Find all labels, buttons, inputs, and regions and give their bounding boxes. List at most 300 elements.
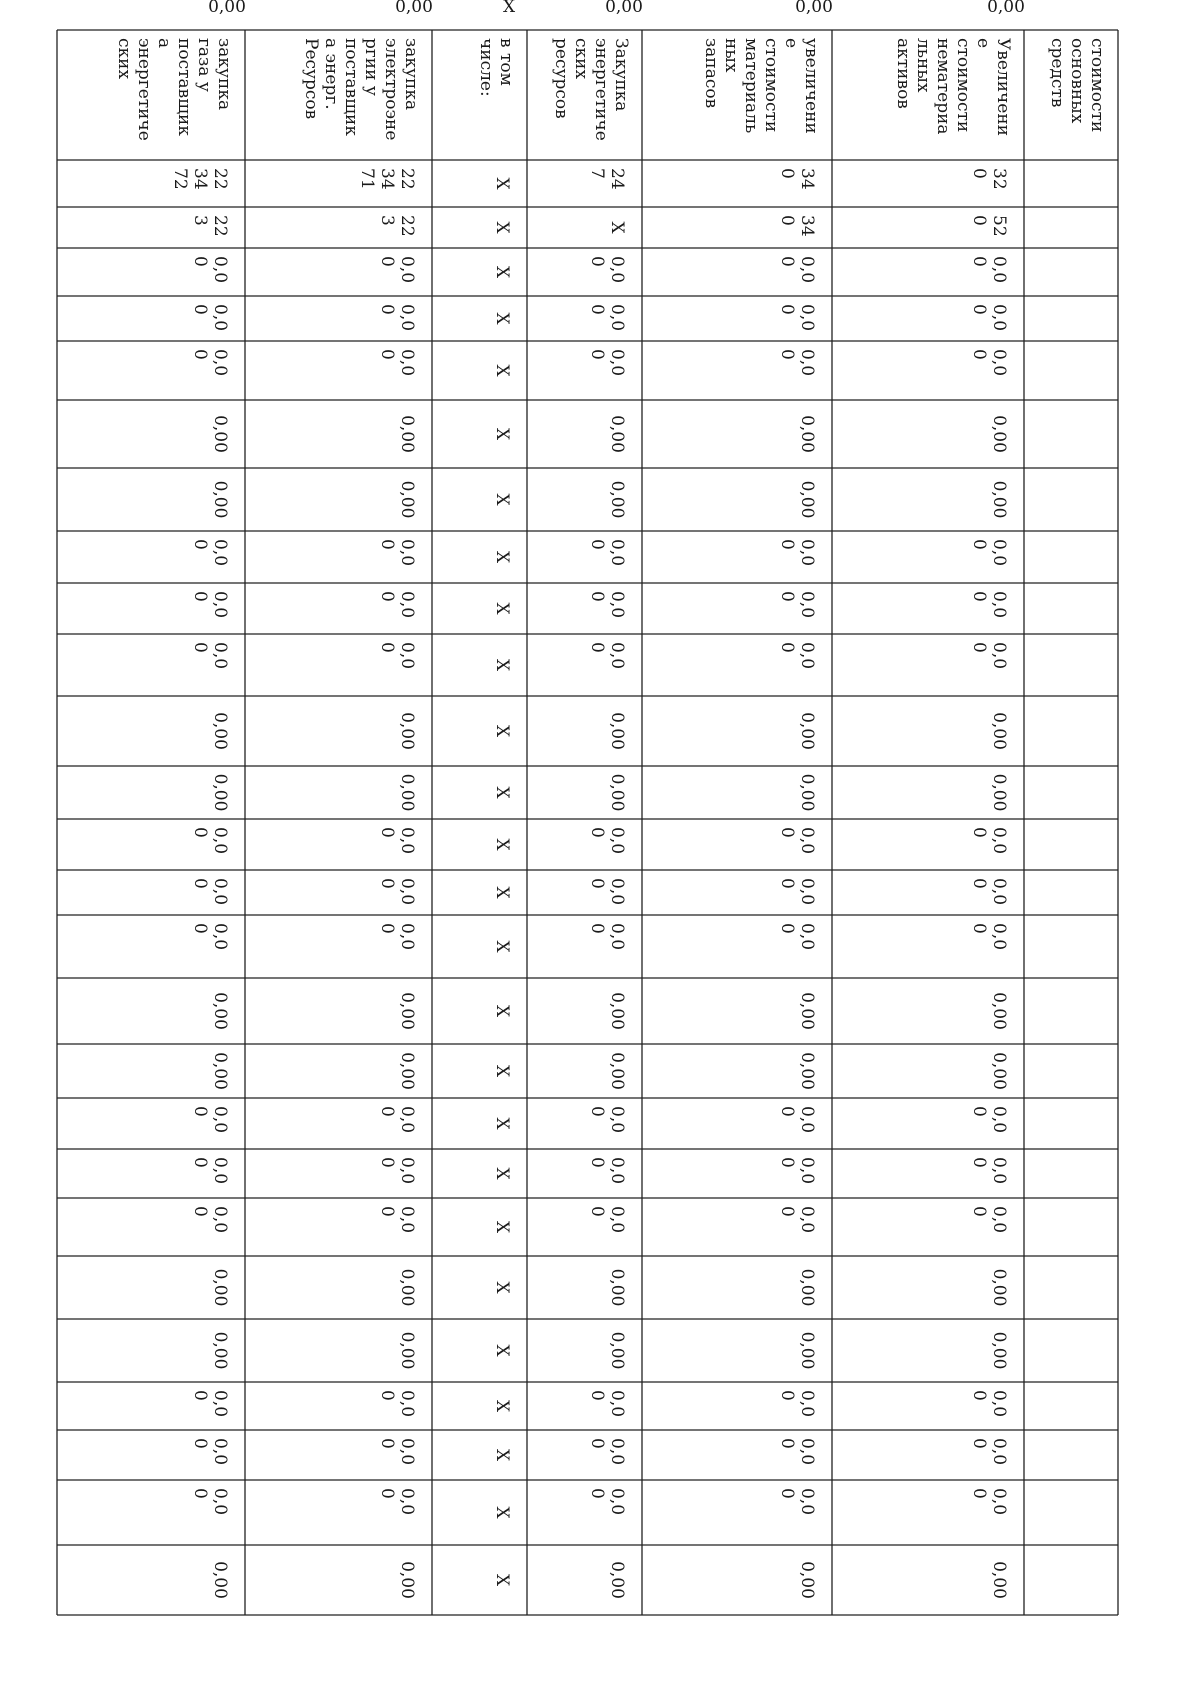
table-cell <box>797 415 817 453</box>
table-cell <box>492 1117 512 1130</box>
table-cell <box>397 481 417 519</box>
cell-value: 0 <box>377 1157 397 1168</box>
table-cell <box>210 1052 230 1090</box>
table-cell <box>377 923 417 950</box>
cell-value: 0,00 <box>797 992 817 1030</box>
cell-value: X <box>492 364 512 377</box>
table-cell <box>969 539 1009 566</box>
cell-value: 0 <box>587 591 607 602</box>
cell-value: 0 <box>969 168 989 179</box>
row-header-line: Ресурсов <box>301 38 321 120</box>
cell-value: 3 <box>377 215 397 226</box>
row-header-line: электроэне <box>381 38 401 141</box>
table-cell <box>969 1488 1009 1515</box>
table-cell <box>607 712 627 750</box>
table-cell <box>377 827 417 854</box>
table-cell <box>797 712 817 750</box>
table-cell <box>190 539 230 566</box>
cell-value: X <box>492 940 512 953</box>
cell-value: 0,00 <box>210 773 230 812</box>
cell-value: 0 <box>777 642 797 653</box>
table-cell <box>492 659 512 672</box>
cell-value: 0,0 <box>989 1206 1009 1234</box>
row-header-line: запасов <box>701 38 721 109</box>
cell-value: X <box>492 1399 512 1413</box>
cell-value: 0,0 <box>989 1106 1009 1134</box>
cell-value: 0,0 <box>797 304 817 332</box>
cell-value: 0,0 <box>210 923 230 951</box>
cell-value: 0,00 <box>989 1561 1009 1599</box>
cell-value: 0 <box>969 1206 989 1217</box>
cell-value: 0 <box>377 349 397 360</box>
cell-value: 0 <box>969 256 989 267</box>
cell-value: 0,0 <box>607 1206 627 1234</box>
cell-value: 0 <box>190 1438 210 1449</box>
row-header-line: числе: <box>476 38 496 97</box>
table-cell <box>377 1390 417 1417</box>
table-cell <box>797 1561 817 1599</box>
cell-value: 0,0 <box>397 827 417 855</box>
row-header-r2 <box>701 38 821 134</box>
cell-value: X <box>492 724 512 738</box>
cell-value: 0,00 <box>607 415 627 453</box>
table-cell <box>377 1157 417 1184</box>
cell-value: 0 <box>190 1488 210 1499</box>
cell-value: 0,00 <box>607 1561 627 1599</box>
cell-value: 0 <box>969 304 989 315</box>
cell-value: 0 <box>969 349 989 360</box>
table-cell <box>190 1390 230 1417</box>
cell-value: 0,0 <box>607 256 627 284</box>
cell-value: 0,0 <box>210 304 230 332</box>
table-cell <box>989 1269 1009 1307</box>
cell-value: 0 <box>969 1438 989 1449</box>
row-header-line: поставщик <box>174 38 194 136</box>
table-cell <box>989 992 1009 1030</box>
cell-value: 0,00 <box>210 712 230 750</box>
cell-value: 0 <box>377 1106 397 1117</box>
table-cell <box>969 591 1009 618</box>
table-cell <box>587 1206 627 1233</box>
table-cell <box>492 886 512 899</box>
cell-value: 22 <box>210 215 230 237</box>
table-cell <box>492 940 512 953</box>
cell-value: X <box>492 493 512 506</box>
table-cell <box>777 878 817 905</box>
table-cell <box>607 1052 627 1090</box>
table-cell <box>492 725 512 738</box>
row-header-line: ресурсов <box>551 38 571 119</box>
cell-value: X <box>492 602 512 615</box>
table-cell <box>969 1390 1009 1417</box>
cell-value: 0 <box>190 1390 210 1401</box>
table-cell <box>969 349 1009 376</box>
table-cell <box>777 539 817 566</box>
cell-value: 0,00 <box>797 480 817 519</box>
table-cell <box>777 349 817 376</box>
cell-value: 0,0 <box>607 1157 627 1185</box>
table-cell <box>797 481 817 519</box>
cell-value: 0 <box>190 1106 210 1117</box>
table-cell <box>190 256 230 283</box>
cell-value: 0,00 <box>397 1561 417 1599</box>
row-header-line: е <box>973 38 993 49</box>
cell-value: 0,0 <box>989 642 1009 670</box>
table-cell <box>969 256 1009 283</box>
table-cell <box>969 827 1009 854</box>
cell-value: 34 <box>797 215 817 237</box>
table-cell <box>607 221 627 234</box>
cell-value: 0,00 <box>397 992 417 1030</box>
cell-value: 0 <box>777 827 797 838</box>
cell-value: 0 <box>190 539 210 550</box>
table-cell <box>969 304 1009 331</box>
cell-value: 0,0 <box>607 878 627 906</box>
cell-value: 0 <box>587 1390 607 1401</box>
cell-value: 0 <box>587 304 607 315</box>
cell-value: 0,0 <box>397 1438 417 1466</box>
cell-value: 0,00 <box>607 773 627 812</box>
table-cell <box>492 428 512 441</box>
cell-value: 0,00 <box>397 1052 417 1090</box>
table-cell <box>377 349 417 376</box>
cell-value: 0 <box>190 923 210 934</box>
table-cell <box>190 878 230 905</box>
table-cell <box>492 266 512 279</box>
cell-value: 0,00 <box>989 480 1009 519</box>
cell-value: 0,0 <box>397 1488 417 1516</box>
table-cell <box>210 1332 230 1370</box>
cell-value: X <box>492 177 512 190</box>
cell-value: 0,0 <box>989 256 1009 284</box>
cell-value: 0 <box>969 827 989 838</box>
cell-value: 22 <box>210 168 230 190</box>
table-cell <box>987 0 1025 17</box>
table-cell <box>587 304 627 331</box>
cell-value: X <box>492 1344 512 1357</box>
cell-value: 0,00 <box>395 0 433 17</box>
table-cell <box>587 1157 627 1184</box>
cell-value: 0 <box>377 304 397 315</box>
cell-value: 0 <box>377 1438 397 1449</box>
table-cell <box>989 1332 1009 1370</box>
cell-value: 0,0 <box>797 1106 817 1134</box>
table-cell <box>492 602 512 615</box>
cell-value: 0,0 <box>210 1390 230 1418</box>
cell-value: X <box>492 1281 512 1294</box>
cell-value: 0 <box>377 591 397 602</box>
row-header-line: закупка <box>214 38 234 111</box>
table-cell <box>797 1052 817 1090</box>
row-header-line: а энерг. <box>321 38 341 110</box>
cell-value: 0,0 <box>397 304 417 332</box>
table-cell <box>797 774 817 812</box>
table-cell <box>190 591 230 618</box>
table-cell <box>607 1332 627 1370</box>
table-cell <box>210 992 230 1030</box>
cell-value: 72 <box>170 168 190 190</box>
table-cell <box>989 481 1009 519</box>
table-cell <box>989 1052 1009 1090</box>
cell-value: 0,00 <box>989 415 1009 453</box>
row-header-r3 <box>551 38 631 141</box>
table-cell <box>969 1157 1009 1184</box>
table-cell <box>190 1157 230 1184</box>
table-cell <box>377 256 417 283</box>
table-cell <box>395 0 433 17</box>
table-cell <box>587 591 627 618</box>
cell-value: 0,0 <box>989 349 1009 377</box>
table-cell <box>397 1269 417 1307</box>
table-cell <box>607 774 627 812</box>
cell-value: 0,0 <box>210 256 230 284</box>
table-cell <box>989 712 1009 750</box>
cell-value: 0,0 <box>989 539 1009 567</box>
cell-value: 0 <box>969 539 989 550</box>
cell-value: 0 <box>969 1488 989 1499</box>
cell-value: 0,0 <box>210 642 230 670</box>
table-cell <box>587 539 627 566</box>
cell-value: 0 <box>969 1157 989 1168</box>
row-header-line: ских <box>571 38 591 80</box>
cell-value: X <box>492 221 512 234</box>
table-cell <box>969 642 1009 669</box>
table-cell <box>190 1438 230 1465</box>
row-header-line: стоимости <box>953 38 973 133</box>
table-cell <box>377 304 417 331</box>
table-cell <box>777 1488 817 1515</box>
table-cell <box>607 481 627 519</box>
cell-value: X <box>492 1220 512 1234</box>
table-cell <box>587 256 627 283</box>
cell-value: 0 <box>777 1390 797 1401</box>
table-cell <box>492 1167 512 1180</box>
cell-value: X <box>492 786 512 799</box>
cell-value: 0 <box>969 878 989 889</box>
cell-value: 0,00 <box>797 712 817 750</box>
table-cell <box>492 312 512 325</box>
table-cell <box>969 1106 1009 1133</box>
cell-value: 52 <box>989 215 1009 237</box>
cell-value: 0,00 <box>210 1268 230 1307</box>
cell-value: X <box>492 1064 512 1078</box>
cell-value: 0,0 <box>210 1106 230 1134</box>
cell-value: 22 <box>397 215 417 237</box>
table-cell <box>587 827 627 854</box>
cell-value: X <box>492 1004 512 1018</box>
cell-value: 0,0 <box>397 923 417 951</box>
cell-value: 0,0 <box>797 256 817 284</box>
table-cell <box>777 591 817 618</box>
table-cell <box>492 364 512 377</box>
table-cell <box>587 1106 627 1133</box>
table-cell <box>777 923 817 950</box>
cell-value: 0,00 <box>989 1331 1009 1370</box>
cell-value: X <box>492 312 512 325</box>
cell-value: 0 <box>777 349 797 360</box>
cell-value: 0,0 <box>210 1157 230 1185</box>
table-cell <box>492 1344 512 1357</box>
cell-value: 0,00 <box>989 712 1009 750</box>
cell-value: 0 <box>190 1157 210 1168</box>
cell-value: 0,0 <box>397 1106 417 1134</box>
cell-value: 0 <box>777 1106 797 1117</box>
cell-value: 0,0 <box>397 642 417 670</box>
cell-value: 34 <box>797 168 817 190</box>
table-cell <box>587 642 627 669</box>
cell-value: 0 <box>377 1390 397 1401</box>
table-cell <box>492 1400 512 1413</box>
table-cell <box>777 1157 817 1184</box>
row-header-line: энергетиче <box>134 38 154 141</box>
table-cell <box>969 1206 1009 1233</box>
table-cell <box>377 539 417 566</box>
cell-value: 0,0 <box>797 1390 817 1418</box>
cell-value: 0,00 <box>605 0 643 17</box>
cell-value: 0,00 <box>210 1052 230 1090</box>
cell-value: 0 <box>190 304 210 315</box>
cell-value: 0 <box>190 1206 210 1217</box>
cell-value: 0,00 <box>797 773 817 812</box>
cell-value: 0 <box>777 1157 797 1168</box>
cell-value: 71 <box>357 168 377 190</box>
table-cell <box>170 168 230 190</box>
cell-value: 0 <box>587 1157 607 1168</box>
cell-value: 0,0 <box>797 1438 817 1466</box>
row-header-line: льных <box>913 38 933 93</box>
cell-value: 0,0 <box>607 591 627 619</box>
row-header-line: стоимости <box>1087 38 1107 133</box>
cell-value: 0,0 <box>797 1206 817 1234</box>
table-cell <box>777 304 817 331</box>
row-header-line: стоимости <box>761 38 781 133</box>
cell-value: 0,00 <box>397 1268 417 1307</box>
table-cell <box>492 838 512 851</box>
table-cell <box>397 1561 417 1599</box>
cell-value: 0 <box>969 642 989 653</box>
cell-value: 0,00 <box>210 415 230 453</box>
row-header-line: ных <box>721 38 741 73</box>
cell-value: 0 <box>587 878 607 889</box>
table-cell <box>607 1561 627 1599</box>
cell-value: 0,0 <box>210 878 230 906</box>
cell-value: 0 <box>587 642 607 653</box>
cell-value: 0,0 <box>607 539 627 567</box>
table-cell <box>777 1106 817 1133</box>
row-header-line: средств <box>1047 38 1067 108</box>
cell-value: 0,0 <box>397 256 417 284</box>
cell-value: X <box>492 1506 512 1519</box>
cell-value: 32 <box>989 168 1009 190</box>
table-cell <box>989 774 1009 812</box>
table-cell <box>397 774 417 812</box>
cell-value: 0,0 <box>797 827 817 855</box>
table-cell <box>587 349 627 376</box>
table-cell <box>492 1065 512 1078</box>
cell-value: 0,00 <box>797 1561 817 1599</box>
cell-value: 0,00 <box>989 992 1009 1030</box>
cell-value: 0,00 <box>795 0 833 17</box>
cell-value: 34 <box>190 168 210 190</box>
table-cell <box>492 493 512 506</box>
cell-value: 0,0 <box>989 923 1009 951</box>
row-header-line: а <box>154 38 174 49</box>
cell-value: 0,0 <box>607 349 627 377</box>
table-cell <box>397 1052 417 1090</box>
cell-value: 0 <box>777 539 797 550</box>
cell-value: 0 <box>587 827 607 838</box>
table-cell <box>492 1005 512 1018</box>
cell-value: X <box>492 265 512 279</box>
cell-value: 0 <box>377 923 397 934</box>
cell-value: 24 <box>607 168 627 190</box>
cell-value: X <box>492 838 512 851</box>
cell-value: 0 <box>587 256 607 267</box>
table-cell <box>190 642 230 669</box>
row-header-r1 <box>893 38 1013 136</box>
row-header-line: ских <box>114 38 134 80</box>
cell-value: 0,00 <box>210 1331 230 1370</box>
cell-value: 0 <box>377 1488 397 1499</box>
row-header-line: энергетиче <box>591 38 611 141</box>
cell-value: 0,00 <box>210 992 230 1030</box>
cell-value: 0 <box>190 256 210 267</box>
cell-value: X <box>492 1167 512 1180</box>
cell-value: 0 <box>190 591 210 602</box>
cell-value: 0,0 <box>989 1438 1009 1466</box>
cell-value: 0 <box>587 349 607 360</box>
row-header-line: материаль <box>741 38 761 134</box>
table-cell <box>492 786 512 799</box>
table-cell <box>492 1574 512 1587</box>
cell-value: 0 <box>587 1206 607 1217</box>
cell-value: 0 <box>587 1438 607 1449</box>
cell-value: 0,00 <box>987 0 1025 17</box>
table-cell <box>210 481 230 519</box>
cell-value: 0,0 <box>397 1390 417 1418</box>
table-cell <box>989 415 1009 453</box>
table-cell <box>190 923 230 950</box>
table-cell <box>377 1488 417 1515</box>
cell-value: X <box>492 1117 512 1130</box>
table-cell <box>777 827 817 854</box>
cell-value: 0 <box>190 878 210 889</box>
table-cell <box>969 215 1009 237</box>
row-header-line: ргии у <box>361 38 381 96</box>
table-cell <box>777 256 817 283</box>
cell-value: 0,00 <box>210 1561 230 1599</box>
row-header-r0 <box>1047 38 1107 132</box>
table-cell <box>797 1332 817 1370</box>
table-cell <box>492 1221 512 1234</box>
cell-value: 0,00 <box>210 480 230 519</box>
cell-value: 0,0 <box>210 349 230 377</box>
table-cell <box>397 415 417 453</box>
cell-value: 0,0 <box>607 1106 627 1134</box>
table-cell <box>777 168 817 190</box>
table-cell <box>777 1438 817 1465</box>
cell-value: 0 <box>777 878 797 889</box>
row-header-line: активов <box>893 38 913 109</box>
table-cell <box>210 1561 230 1599</box>
cell-value: 0 <box>969 923 989 934</box>
cell-value: 0,00 <box>989 1052 1009 1090</box>
row-header-line: поставщик <box>341 38 361 136</box>
table-cell <box>969 1438 1009 1465</box>
table-cell <box>208 0 246 17</box>
table-cell <box>492 1449 512 1462</box>
cell-value: 0,0 <box>797 1488 817 1516</box>
